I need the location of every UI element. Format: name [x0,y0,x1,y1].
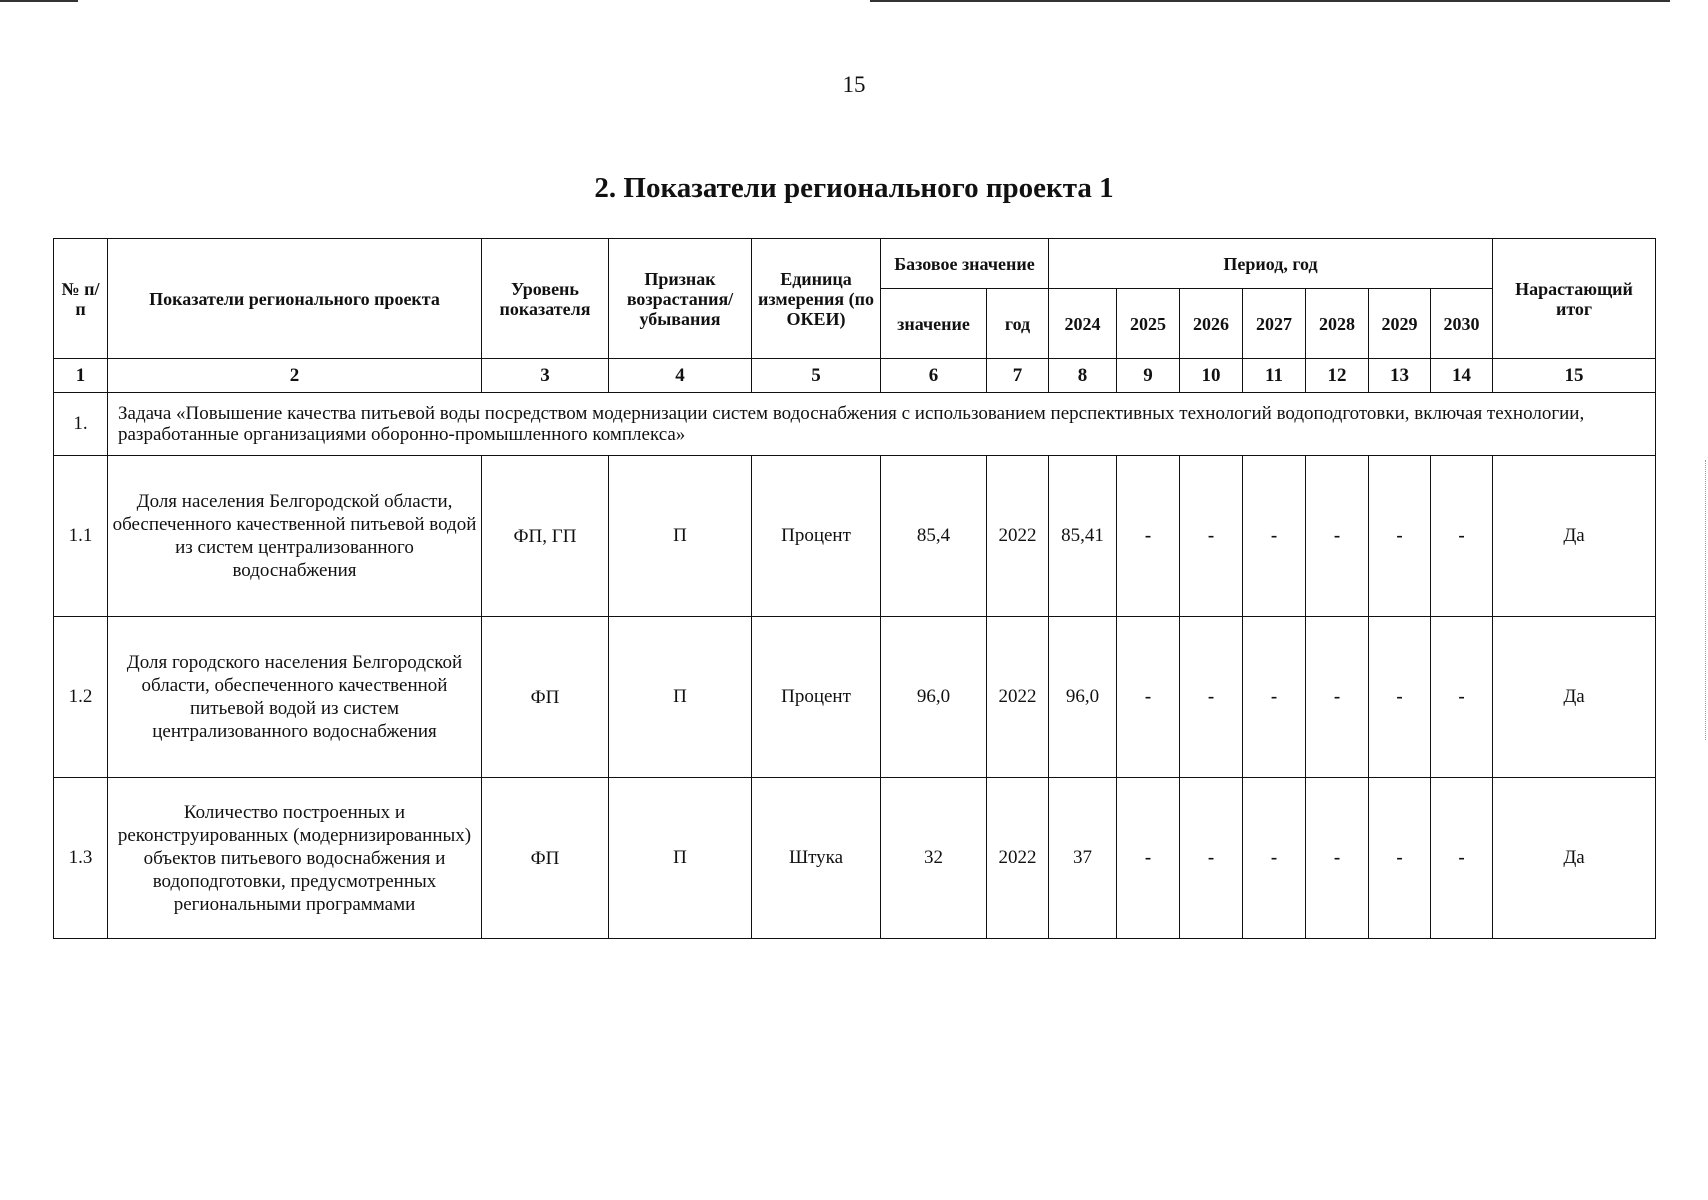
year-value: - [1369,778,1431,939]
year-value: - [1180,617,1243,778]
header-period: Период, год [1049,239,1493,289]
header-level: Уровень показателя [482,239,609,359]
header-num: № п/п [54,239,108,359]
column-number: 4 [609,359,752,393]
indicator-unit: Штука [752,778,881,939]
indicator-level: ФП [482,617,609,778]
scan-edge-line [0,0,78,2]
year-value: - [1431,617,1493,778]
scan-edge-marks [1702,460,1706,740]
column-number-row [54,359,1656,393]
task-description: Задача «Повышение качества питьевой воды посредством модернизации систем водоснабжения с использованием перспективных технологий водоподготовки, включая технологии, разработанные организациями оборонно-промышленного комплекса» [108,393,1656,456]
column-number: 15 [1493,359,1656,393]
column-number: 10 [1180,359,1243,393]
column-number: 1 [54,359,108,393]
scan-edge-line [870,0,1670,2]
column-number: 12 [1306,359,1369,393]
indicator-name: Доля населения Белгородской области, обеспеченного качественной питьевой водой из систем централизованного водоснабжения [108,456,482,617]
header-unit: Единица измерения (по ОКЕИ) [752,239,881,359]
column-number: 13 [1369,359,1431,393]
column-number: 5 [752,359,881,393]
year-value: - [1243,778,1306,939]
year-value: - [1180,778,1243,939]
indicator-name: Доля городского населения Белгородской области, обеспеченного качественной питьевой водой из систем централизованного водоснабжения [108,617,482,778]
base-year: 2022 [987,617,1049,778]
header-base-year: год [987,289,1049,359]
year-value: - [1117,778,1180,939]
header-year: 2028 [1306,289,1369,359]
year-value: - [1306,778,1369,939]
indicator-unit: Процент [752,456,881,617]
indicator-sign: П [609,617,752,778]
year-value: - [1369,456,1431,617]
column-number: 11 [1243,359,1306,393]
column-number: 14 [1431,359,1493,393]
column-number: 3 [482,359,609,393]
header-year: 2030 [1431,289,1493,359]
task-row [54,393,1656,456]
year-value: - [1306,456,1369,617]
header-year: 2026 [1180,289,1243,359]
base-year: 2022 [987,456,1049,617]
base-value: 32 [881,778,987,939]
year-value: - [1180,456,1243,617]
indicator-name: Количество построенных и реконструированных (модернизированных) объектов питьевого водоснабжения и водоподготовки, предусмотренных региональными программами [108,778,482,939]
indicator-level: ФП, ГП [482,456,609,617]
cumulative-total: Да [1493,778,1656,939]
row-number: 1.2 [54,617,108,778]
indicator-sign: П [609,456,752,617]
year-value: - [1369,617,1431,778]
base-value: 96,0 [881,617,987,778]
column-number: 6 [881,359,987,393]
column-number: 7 [987,359,1049,393]
header-year: 2025 [1117,289,1180,359]
indicator-sign: П [609,778,752,939]
row-number: 1.3 [54,778,108,939]
page-number: 15 [842,72,866,97]
header-year: 2029 [1369,289,1431,359]
year-value: 96,0 [1049,617,1117,778]
indicator-level: ФП [482,778,609,939]
base-value: 85,4 [881,456,987,617]
cumulative-total: Да [1493,456,1656,617]
page-title: 2. Показатели регионального проекта 1 [594,172,1114,204]
year-value: - [1243,617,1306,778]
year-value: - [1117,617,1180,778]
base-year: 2022 [987,778,1049,939]
table-row [54,456,1656,617]
column-number: 8 [1049,359,1117,393]
column-number: 9 [1117,359,1180,393]
header-sign: Признак возрастания/ убывания [609,239,752,359]
header-base-value: значение [881,289,987,359]
indicators-table [53,238,1656,939]
header-indicator-name: Показатели регионального проекта [108,239,482,359]
cumulative-total: Да [1493,617,1656,778]
table-row [54,617,1656,778]
header-year: 2027 [1243,289,1306,359]
year-value: - [1431,456,1493,617]
header-row [54,239,1656,289]
year-value: 85,41 [1049,456,1117,617]
header-total: Нарастающий итог [1493,239,1656,359]
year-value: 37 [1049,778,1117,939]
year-value: - [1431,778,1493,939]
indicator-unit: Процент [752,617,881,778]
year-value: - [1117,456,1180,617]
year-value: - [1306,617,1369,778]
row-number: 1.1 [54,456,108,617]
table-row [54,778,1656,939]
header-year: 2024 [1049,289,1117,359]
task-number: 1. [54,393,108,456]
year-value: - [1243,456,1306,617]
column-number: 2 [108,359,482,393]
header-base: Базовое значение [881,239,1049,289]
